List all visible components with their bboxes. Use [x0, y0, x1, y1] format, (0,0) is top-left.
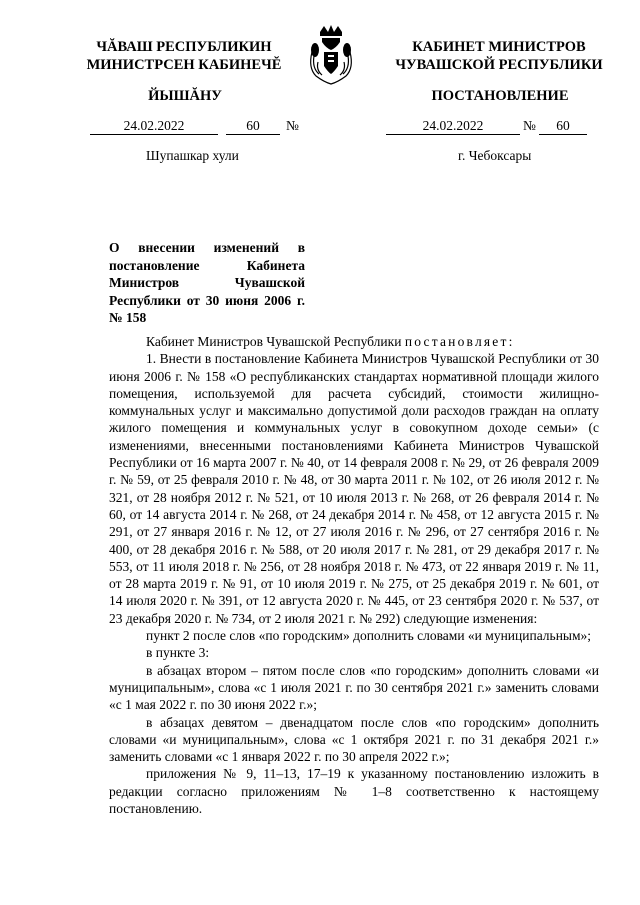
- intro-verb: постановляет:: [404, 334, 515, 349]
- left-number-field: 60: [226, 118, 280, 135]
- body-paragraph: приложения № 9, 11–13, 17–19 к указанному постановлению изложить в редакции согласно приложениям № 1–8 соответственно к настоящему постановлению.: [109, 766, 599, 817]
- chuvash-coat-of-arms-icon: [302, 22, 360, 86]
- body-paragraph: в абзацах втором – пятом после слов «по городским» дополнить словами «и муниципальным», слова «с 1 июля 2021 г. по 30 сентября 2021 г.» заменить словами «с 1 мая 2022 г. по 30 июня 2022 г.»;: [109, 662, 599, 713]
- header-left-title: [78, 38, 290, 74]
- header-left-line1: ЧĂВАШ РЕСПУБЛИКИН: [96, 39, 272, 55]
- intro-text: Кабинет Министров Чувашской Республики: [146, 334, 402, 349]
- right-date-field: 24.02.2022: [386, 118, 520, 135]
- intro-paragraph: [109, 333, 599, 350]
- body-paragraph: пункт 2 после слов «по городским» дополнить словами «и муниципальным»;: [146, 628, 592, 644]
- header-right-doc-type: ПОСТАНОВЛЕНИЕ: [431, 88, 569, 104]
- right-number-field: 60: [539, 118, 587, 135]
- header-left-doc-type: ЙЫШĂНУ: [148, 88, 222, 104]
- right-date-line: [320, 118, 640, 136]
- header-right-title: [395, 38, 603, 74]
- left-number-sign: №: [286, 118, 299, 133]
- header-right-line1: КАБИНЕТ МИНИСТРОВ: [412, 39, 586, 55]
- left-date-line: [0, 118, 320, 136]
- left-date-field: 24.02.2022: [90, 118, 218, 135]
- document-body: [109, 333, 599, 817]
- body-paragraph: 1. Внести в постановление Кабинета Министров Чувашской Республики от 30 июня 2006 г. № 158 «О республиканских стандартах нормативной площади жилого помещения, используемой для расчета субсидий, стоимости жилищно-коммунальных услуг и максимально допустимой доли расходов граждан на оплату жилого помещения и коммунальных услуг в совокупном доходе семьи» (с изменениями, внесенными постановлениями Кабинета Министров Чувашской Республики от 16 марта 2007 г. № 40, от 14 февраля 2008 г. № 29, от 26 февраля 2009 г. № 59, от 25 февраля 2010 г. № 48, от 30 марта 2011 г. № 102, от 26 июля 2012 г. № 321, от 28 ноября 2012 г. № 521, от 10 июля 2013 г. № 268, от 26 февраля 2014 г. № 60, от 14 августа 2014 г. № 268, от 24 декабря 2014 г. № 458, от 12 августа 2015 г. № 291, от 27 января 2016 г. № 12, от 27 июля 2016 г. № 296, от 27 сентября 2016 г. № 400, от 28 декабря 2016 г. № 588, от 20 июля 2017 г. № 281, от 29 декабря 2017 г. № 553, от 11 июля 2018 г. № 256, от 28 ноября 2018 г. № 473, от 22 января 2019 г. № 11, от 28 марта 2019 г. № 91, от 10 июля 2019 г. № 275, от 25 декабря 2019 г. № 601, от 14 июля 2020 г. № 391, от 12 августа 2020 г. № 445, от 23 сентября 2020 г. № 537, от 23 декабря 2020 г. № 734, от 2 июля 2021 г. № 292) следующие изменения:: [109, 351, 599, 626]
- header-right-line2: ЧУВАШСКОЙ РЕСПУБЛИКИ: [395, 57, 603, 73]
- document-subject: О внесении изменений в постановление Кабинета Министров Чувашской Республики от 30 июня 2006 г. № 158: [109, 240, 305, 325]
- left-city: Шупашкар хули: [146, 148, 239, 163]
- right-number-sign: №: [523, 118, 536, 133]
- body-paragraph: в абзацах девятом – двенадцатом после слов «по городским» дополнить словами «и муниципальным», слова «с 1 октября 2021 г. по 31 декабря 2021 г.» заменить словами «с 1 января 2022 г. по 30 апреля 2022 г.»;: [109, 714, 599, 765]
- body-paragraph: в пункте 3:: [146, 645, 210, 661]
- header-left-line2: МИНИСТРСЕН КАБИНЕЧĔ: [86, 57, 282, 73]
- right-city: г. Чебоксары: [458, 148, 532, 163]
